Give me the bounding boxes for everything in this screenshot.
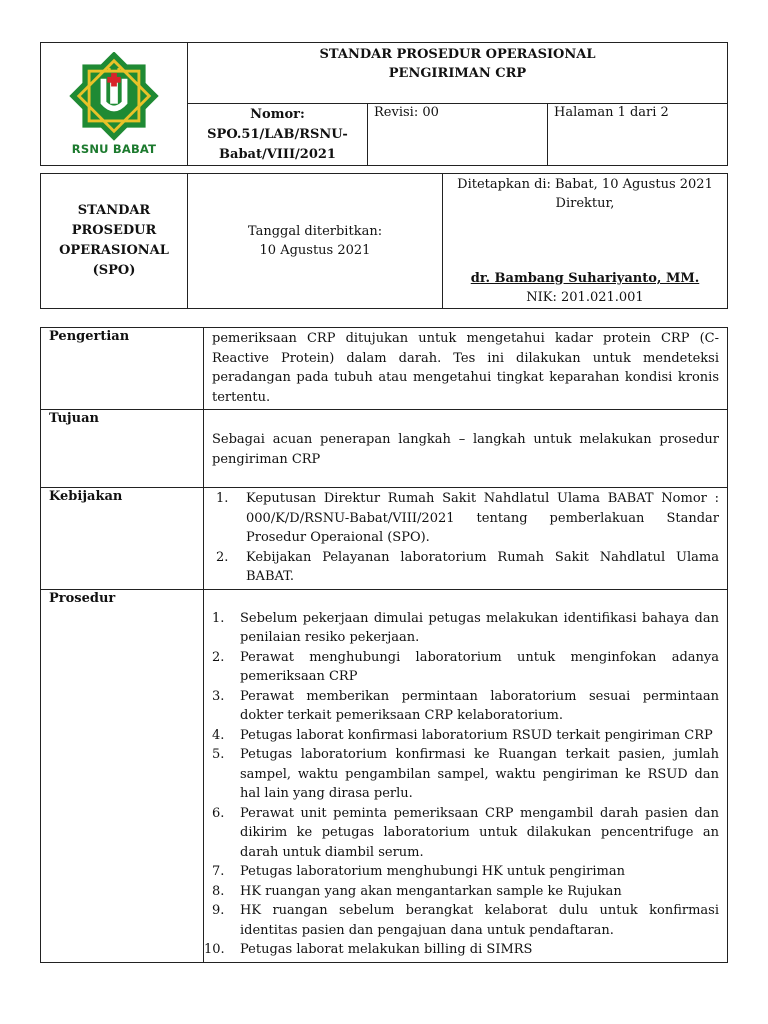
- list-item: 4. Petugas laborat konfirmasi laboratorium RSUD terkait pengiriman CRP: [212, 727, 713, 743]
- spo-line-4: (SPO): [92, 263, 136, 278]
- list-item: 3. Perawat memberikan permintaan laboratorium sesuai permintaan dokter terkait pemeriksaan CRP kelaboratorium.: [212, 688, 719, 723]
- title-line-2: PENGIRIMAN CRP: [388, 66, 527, 81]
- signatory-name: dr. Bambang Suhariyanto, MM.: [470, 271, 700, 286]
- content-table: [40, 327, 728, 963]
- header-table: [40, 42, 728, 166]
- nomor-value: SPO.51/LAB/RSNU-Babat/VIII/2021: [207, 127, 348, 162]
- kebijakan-cell: [204, 488, 728, 590]
- list-item: 1. Keputusan Direktur Rumah Sakit Nahdlatul Ulama BABAT Nomor : 000/K/D/RSNU-Babat/VIII/2021 tentang pemberlakuan Standar Prosedur Operaional (SPO).: [216, 491, 719, 545]
- spo-line-3: OPERASIONAL: [59, 243, 169, 258]
- tujuan-label: Tujuan: [41, 410, 204, 488]
- spo-label-cell: [41, 174, 188, 309]
- nik-text: NIK: 201.021.001: [526, 290, 644, 305]
- title-line-1: STANDAR PROSEDUR OPERASIONAL: [319, 47, 596, 62]
- list-item: 9. HK ruangan sebelum berangkat kelaborat dulu untuk konfirmasi identitas pasien dan pengajuan dana untuk pendaftaran.: [212, 903, 719, 938]
- list-item: 1. Sebelum pekerjaan dimulai petugas melakukan identifikasi bahaya dan penilaian resiko pekerjaan.: [212, 610, 719, 645]
- revisi-text: Revisi: 00: [374, 105, 439, 120]
- prosedur-label: Prosedur: [41, 589, 204, 962]
- list-item: 10. Petugas laborat melakukan billing di SIMRS: [204, 942, 533, 957]
- nomor-cell: [188, 104, 368, 166]
- logo-label: RSNU BABAT: [71, 142, 157, 156]
- signature-cell: [443, 174, 728, 309]
- halaman-text: Halaman 1 dari 2: [554, 105, 669, 120]
- list-item: 2. Kebijakan Pelayanan laboratorium Rumah Sakit Nahdlatul Ulama BABAT.: [216, 549, 719, 584]
- pengertian-text: pemeriksaan CRP ditujukan untuk mengetahui kadar protein CRP (C-Reactive Protein) dalam darah. Tes ini dilakukan untuk mendeteksi peradangan pada tubuh atau mengetahui tingkat keparahan kondisi kronis tertentu.: [204, 328, 728, 410]
- document-title: [188, 43, 728, 104]
- halaman-cell: [548, 104, 728, 166]
- logo-cell: [41, 43, 188, 166]
- approval-table: [40, 173, 728, 309]
- rsnu-logo-icon: [66, 52, 162, 142]
- jabatan-text: Direktur,: [555, 196, 615, 211]
- list-item: 7. Petugas laboratorium menghubungi HK untuk pengiriman: [212, 864, 625, 879]
- tanggal-cell: [188, 174, 443, 309]
- spo-line-2: PROSEDUR: [71, 223, 157, 238]
- list-item: 5. Petugas laboratorium konfirmasi ke Ruangan terkait pasien, jumlah sampel, waktu pengambilan sampel, waktu pengiriman ke RSUD dan hal lain yang dirasa perlu.: [212, 747, 719, 801]
- list-item: 8. HK ruangan yang akan mengantarkan sample ke Rujukan: [212, 883, 622, 899]
- tujuan-text: Sebagai acuan penerapan langkah – langkah untuk melakukan prosedur pengiriman CRP: [212, 432, 719, 467]
- prosedur-row: [41, 589, 728, 962]
- kebijakan-list: [212, 489, 719, 587]
- pengertian-label: Pengertian: [41, 328, 204, 410]
- kebijakan-label: Kebijakan: [41, 488, 204, 590]
- list-item: 6. Perawat unit peminta pemeriksaan CRP mengambil darah pasien dan dikirim ke petugas laboratorium untuk dilakukan pencentrifuge an darah untuk diambil serum.: [212, 805, 719, 860]
- list-item: 2. Perawat menghubungi laboratorium untuk menginfokan adanya pemeriksaan CRP: [212, 649, 719, 684]
- nomor-label: Nomor:: [250, 107, 305, 122]
- prosedur-list: [204, 609, 719, 960]
- ditetapkan-text: Ditetapkan di: Babat, 10 Agustus 2021: [457, 177, 713, 192]
- kebijakan-row: [41, 488, 728, 590]
- prosedur-cell: [204, 589, 728, 962]
- tanggal-value: 10 Agustus 2021: [259, 243, 371, 258]
- pengertian-row: [41, 328, 728, 410]
- tanggal-label: Tanggal diterbitkan:: [247, 224, 383, 239]
- tujuan-row: [41, 410, 728, 488]
- spo-line-1: STANDAR: [77, 203, 151, 218]
- revisi-cell: [368, 104, 548, 166]
- tujuan-cell: [204, 410, 728, 488]
